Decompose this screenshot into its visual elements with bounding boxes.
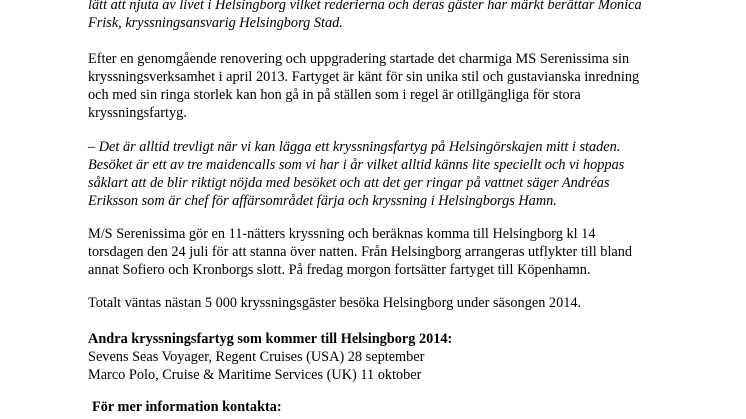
text-line: M/S Serenissima gör en 11-nätters kryssning och beräknas komma till Helsingborg kl 14 [88,226,596,242]
andreas-quote [88,138,728,210]
text-line: Efter en genomgående renovering och uppgradering startade det charmiga MS Serenissima sin [88,51,630,67]
text-line: lätt att njuta av livet i Helsingborg vilket rederierna och deras gäster har märkt berättar Monica [88,0,642,13]
text-line: och med sin ringa storlek kan hon gå in på ställen som i regel är otillgängliga för stora [88,87,581,103]
other-ships-heading: Andra kryssningsfartyg som kommer till Helsingborg 2014: [88,331,453,347]
text-line: kryssningsfartyg. [88,105,187,121]
text-line: Besöket är ett av tre maidencalls som vi har i år vilket alltid känns lite speciellt och vi hoppas [88,157,625,173]
text-line: annat Sofiero och Kronborgs slott. På fredag morgon fortsätter fartyget till Köpenhamn. [88,262,591,278]
list-item: Sevens Seas Voyager, Regent Cruises (USA) 28 september [88,349,425,365]
text-line: Eriksson som är chef för affärsområdet färja och kryssning i Helsingborgs Hamn. [88,193,557,209]
ship-paragraph [88,50,728,122]
text-line: Totalt väntas nästan 5 000 kryssningsgäster besöka Helsingborg under säsongen 2014. [88,295,582,311]
other-ships-section [88,330,728,384]
text-line: torsdagen den 24 juli för att stanna över natten. Från Helsingborg arrangeras utflykter till bland [88,244,633,260]
intro-quote-ending [88,0,728,32]
total-paragraph [88,294,728,312]
text-line: – Det är alltid trevligt när vi kan lägga ett kryssningsfartyg på Helsingörskajen mitt i staden. [88,139,621,155]
text-line: såklart att de blir riktigt nöjda med besöket och att det ger ringar på vattnet säger Andréas [88,175,610,191]
itinerary-paragraph [88,225,728,279]
list-item: Marco Polo, Cruise & Maritime Services (UK) 11 oktober [88,367,422,383]
text-line: Frisk, kryssningsansvarig Helsingborg Stad. [88,15,343,31]
contact-heading: För mer information kontakta: [92,399,282,415]
text-line: kryssningsverksamhet i april 2013. Fartyget är känt för sin unika stil och gustavianska inredning [88,69,640,85]
contact-section [92,398,732,416]
